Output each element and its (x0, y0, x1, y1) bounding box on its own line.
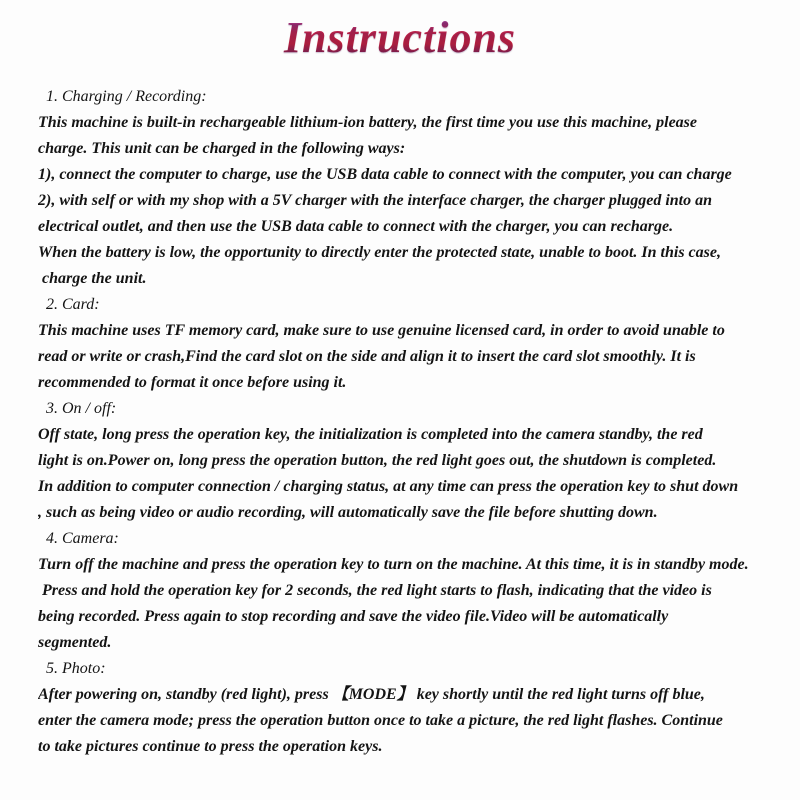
instruction-line: Press and hold the operation key for 2 seconds, the red light starts to flash, indicating that the video is (38, 582, 712, 599)
instruction-line: When the battery is low, the opportunity to directly enter the protected state, unable to boot. In this case, (38, 244, 721, 261)
section-heading: 4. Camera: (46, 530, 119, 547)
instruction-line: charge the unit. (38, 270, 147, 287)
instruction-line: This machine is built-in rechargeable lithium-ion battery, the first time you use this machine, please (38, 114, 697, 131)
instruction-line: This machine uses TF memory card, make sure to use genuine licensed card, in order to avoid unable to (38, 322, 725, 339)
instruction-line: enter the camera mode; press the operation button once to take a picture, the red light flashes. Continue (38, 712, 723, 729)
instruction-line: recommended to format it once before using it. (38, 374, 347, 391)
instruction-line: , such as being video or audio recording, will automatically save the file before shutting down. (38, 504, 658, 521)
section-heading: 5. Photo: (46, 660, 106, 677)
instruction-line: 2), with self or with my shop with a 5V charger with the interface charger, the charger plugged into an (38, 192, 713, 209)
section-heading: 3. On / off: (46, 400, 117, 417)
instruction-line: After powering on, standby (red light), press 【MODE】 key shortly until the red light turns off blue, (38, 686, 705, 703)
instruction-line: light is on.Power on, long press the operation button, the red light goes out, the shutdown is completed. (38, 452, 717, 469)
section-heading: 2. Card: (46, 296, 100, 313)
page-title: Instructions (38, 14, 762, 62)
instruction-line: Off state, long press the operation key, the initialization is completed into the camera standby, the red (38, 426, 703, 443)
instruction-line: read or write or crash,Find the card slot on the side and align it to insert the card slot smoothly. It is (38, 348, 696, 365)
instruction-sheet (0, 14, 800, 800)
instruction-line: Turn off the machine and press the operation key to turn on the machine. At this time, it is in standby mode. (38, 556, 749, 573)
instruction-line: to take pictures continue to press the operation keys. (38, 738, 383, 755)
section-heading: 1. Charging / Recording: (46, 88, 207, 105)
instruction-line: electrical outlet, and then use the USB data cable to connect with the charger, you can recharge. (38, 218, 674, 235)
instruction-lines (38, 82, 762, 760)
instruction-line: charge. This unit can be charged in the following ways: (38, 140, 406, 157)
instruction-line: segmented. (38, 634, 112, 651)
instruction-line: 1), connect the computer to charge, use the USB data cable to connect with the computer, you can charge (38, 166, 732, 183)
instruction-line: being recorded. Press again to stop recording and save the video file.Video will be automatically (38, 608, 669, 625)
instruction-line: In addition to computer connection / charging status, at any time can press the operation key to shut down (38, 478, 739, 495)
